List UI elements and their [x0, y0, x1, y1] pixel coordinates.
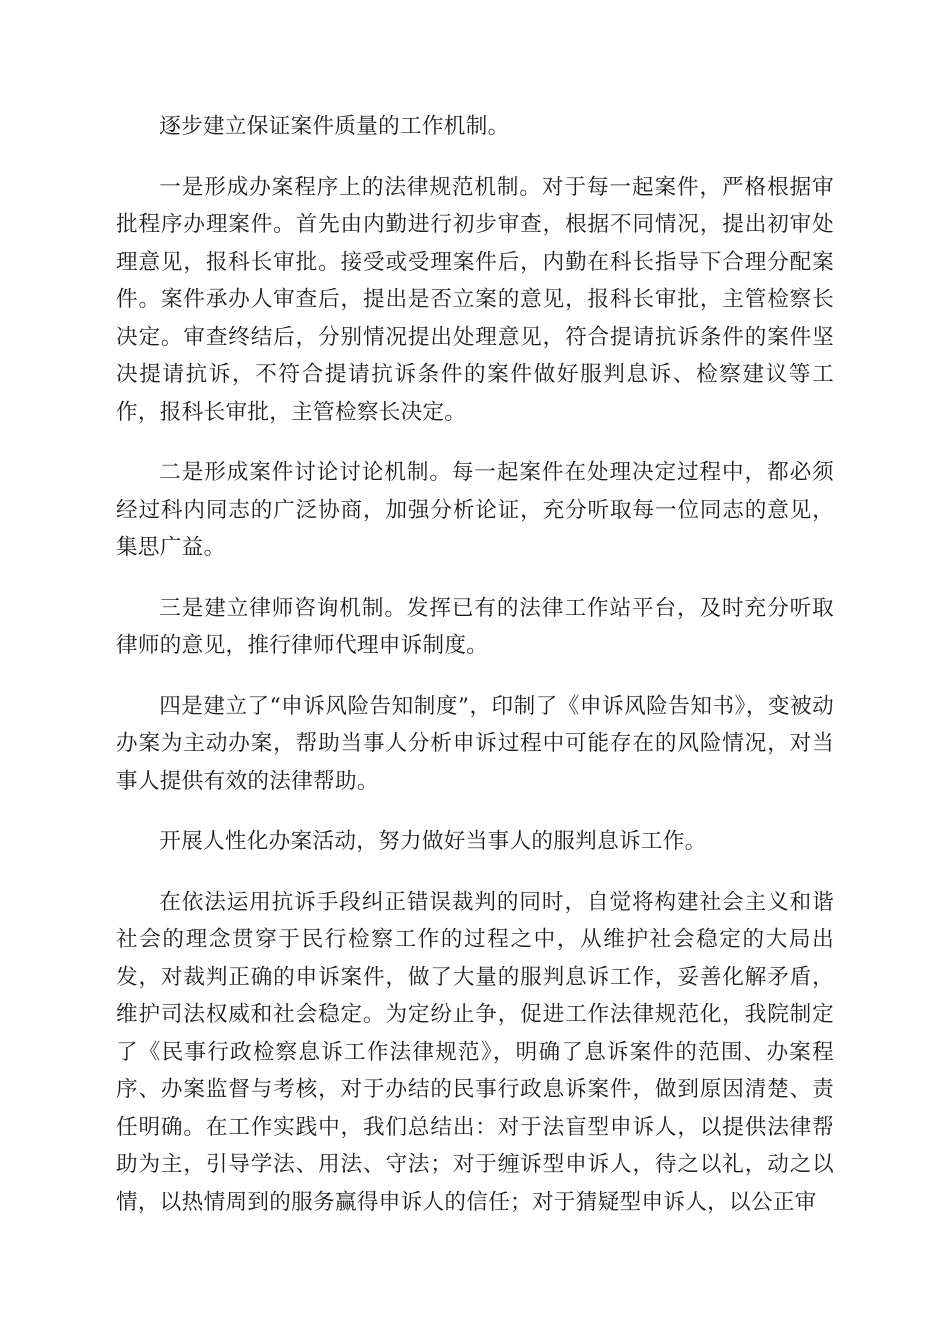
paragraph-petition-work: 在依法运用抗诉手段纠正错误裁判的同时，自觉将构建社会主义和谐社会的理念贯穿于民行检察工作的过程之中，从维护社会稳定的大局出发，对裁判正确的申诉案件，做了大量的服判息诉工作，妥善化解矛盾，维护司法权威和社会稳定。为定纷止争，促进工作法律规范化，我院制定了《民事行政检察息诉工作法律规范》，明确了息诉案件的范围、办案程序、办案监督与考核，对于办结的民事行政息诉案件，做到原因清楚、责任明确。在工作实践中，我们总结出：对于法盲型申诉人，以提供法律帮助为主，引导学法、用法、守法；对于缠诉型申诉人，待之以礼，动之以情，以热情周到的服务赢得申诉人的信任；对于猜疑型申诉人，以公正审 [116, 889, 834, 1215]
paragraph-heading-mechanism: 逐步建立保证案件质量的工作机制。 [159, 114, 510, 139]
document-body [116, 108, 834, 1244]
paragraph-risk-notification: 四是建立了“申诉风险告知制度”，印制了《申诉风险告知书》，变被动办案为主动办案，帮助当事人分析申诉过程中可能存在的风险情况，对当事人提供有效的法律帮助。 [116, 693, 834, 794]
paragraph-discussion-mechanism: 二是形成案件讨论讨论机制。每一起案件在处理决定过程中，都必须经过科内同志的广泛协商，加强分析论证，充分听取每一位同志的意见，集思广益。 [116, 460, 834, 560]
paragraph-heading-humanized: 开展人性化办案活动，努力做好当事人的服判息诉工作。 [159, 829, 707, 854]
paragraph-lawyer-consultation: 三是建立律师咨询机制。发挥已有的法律工作站平台，及时充分听取律师的意见，推行律师代理申诉制度。 [116, 595, 834, 658]
paragraph-procedure-mechanism: 一是形成办案程序上的法律规范机制。对于每一起案件，严格根据审批程序办理案件。首先由内勤进行初步审查，根据不同情况，提出初审处理意见，报科长审批。接受或受理案件后，内勤在科长指导下合理分配案件。案件承办人审查后，提出是否立案的意见，报科长审批，主管检察长决定。审查终结后，分别情况提出处理意见，符合提请抗诉条件的案件坚决提请抗诉，不符合提请抗诉条件的案件做好服判息诉、检察建议等工作，报科长审批，主管检察长决定。 [116, 174, 834, 425]
